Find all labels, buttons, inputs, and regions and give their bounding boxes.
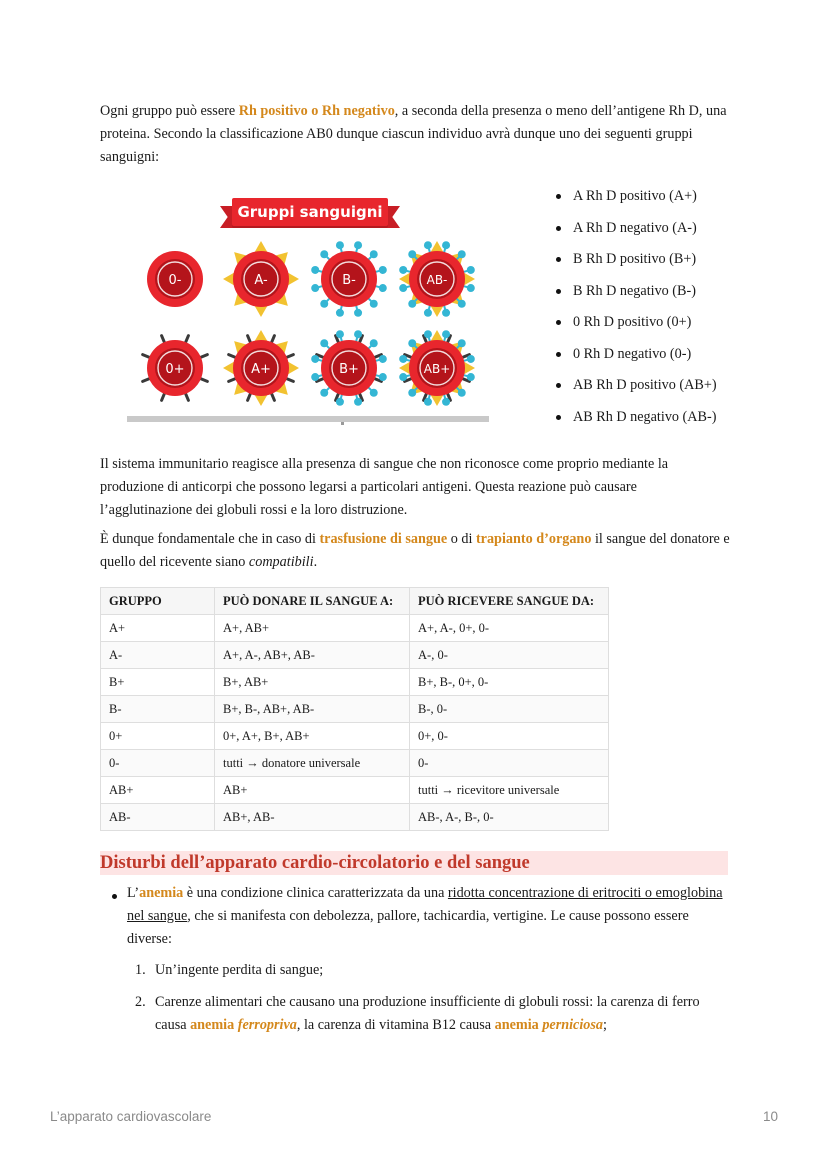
anemia-word: anemia [494, 1017, 539, 1033]
list-item: B Rh D negativo (B-) [553, 280, 717, 312]
transfusion-paragraph [100, 528, 730, 574]
antigen-b [370, 250, 378, 258]
antigen-b [424, 309, 432, 317]
table-cell: 0- [410, 750, 609, 777]
antigen-b [320, 250, 328, 258]
blood-cell-0neg [147, 251, 203, 307]
table-cell: AB-, A-, B-, 0- [410, 804, 609, 831]
blood-cell-bpos [311, 330, 387, 406]
anemia-word: anemia [190, 1017, 235, 1033]
cell-label: AB+ [423, 362, 451, 376]
transfusion-text-2: o di [447, 531, 476, 547]
antigen-b [336, 309, 344, 317]
anemia-text-3: , che si manifesta con debolezza, pallore, tachicardia, vertigine. Le cause possono essere diverse: [127, 908, 689, 947]
antigen-b [442, 398, 450, 406]
antigen-b [354, 330, 362, 338]
blood-cell-bneg [311, 241, 387, 317]
antigen-b [336, 330, 344, 338]
cell-label: A- [254, 273, 268, 288]
anemia-paragraph [127, 882, 727, 951]
transfusion-text-4: . [313, 554, 318, 570]
list-item: 0 Rh D positivo (0+) [553, 311, 717, 343]
cause-text-1: Carenze alimentari che causano una produzione insufficiente di globuli rossi: la carenza di ferro causa [155, 994, 700, 1033]
antigen-b [408, 250, 416, 258]
antigen-b [336, 398, 344, 406]
antigen-b [311, 373, 319, 381]
table-cell: A+, A-, 0+, 0- [410, 615, 609, 642]
table-row [101, 642, 609, 669]
table-row [101, 750, 609, 777]
table-cell: A+, AB+ [215, 615, 410, 642]
table-cell: AB- [101, 804, 215, 831]
cell-label: A+ [251, 362, 271, 377]
section-heading: Disturbi dell’apparato cardio-circolatorio e del sangue [100, 851, 728, 875]
antigen-b [408, 300, 416, 308]
rh-highlight: Rh positivo o Rh negativo [238, 103, 395, 119]
transfusion-text-3: il sangue del donatore e quello del ricevente siano [100, 531, 730, 570]
anemia-definition: ridotta concentrazione di eritrociti o emoglobina nel sangue [127, 885, 723, 924]
table-cell: AB+ [215, 777, 410, 804]
table-row [101, 696, 609, 723]
transfusion-highlight: trasfusione di sangue [319, 531, 448, 547]
cell-label: B- [342, 273, 356, 288]
antigen-b [311, 266, 319, 274]
antigen-b [467, 284, 475, 292]
table-cell: tutti → donatore universale [215, 750, 410, 777]
antigen-b [408, 389, 416, 397]
anemia-ferropriva [190, 1017, 297, 1033]
blood-cell-apos [223, 330, 299, 406]
antigen-b [458, 300, 466, 308]
antigen-b [424, 241, 432, 249]
banner-title: Gruppi sanguigni [237, 203, 383, 221]
blood-cell-abneg [399, 241, 475, 317]
table-cell: 0+, A+, B+, AB+ [215, 723, 410, 750]
table-cell: tutti → ricevitore universale [410, 777, 609, 804]
table-cell: B+, B-, 0+, 0- [410, 669, 609, 696]
antigen-b [399, 266, 407, 274]
cause-item [155, 991, 725, 1037]
table-row [101, 804, 609, 831]
list-item: A Rh D negativo (A-) [553, 217, 717, 249]
blood-cell-aneg [223, 241, 299, 317]
figure-floor-line [127, 416, 489, 422]
table-cell: A- [101, 642, 215, 669]
list-number: 2. [135, 994, 146, 1010]
cell-label: 0- [168, 273, 182, 288]
transplant-highlight: trapianto d’organo [475, 531, 592, 547]
antigen-b [458, 339, 466, 347]
anemia-perniciosa [495, 1017, 603, 1033]
column-header: PUÒ DONARE IL SANGUE A: [215, 588, 410, 615]
antigen-b [399, 355, 407, 363]
blood-cell-0pos [143, 336, 208, 401]
cause-item: Un’ingente perdita di sangue; [155, 962, 324, 978]
antigen-b [458, 250, 466, 258]
table-cell: A+ [101, 615, 215, 642]
blood-groups-figure [125, 190, 495, 430]
table-cell: AB+, AB- [215, 804, 410, 831]
list-item: B Rh D positivo (B+) [553, 248, 717, 280]
page-number: 10 [762, 1109, 778, 1124]
antigen-b [320, 339, 328, 347]
antigen-b [467, 355, 475, 363]
table-cell: B+, AB+ [215, 669, 410, 696]
antigen-b [379, 284, 387, 292]
list-item: A Rh D positivo (A+) [553, 185, 717, 217]
column-header: PUÒ RICEVERE SANGUE DA: [410, 588, 609, 615]
compatibility-table [100, 587, 609, 831]
antigen-b [320, 389, 328, 397]
table-row [101, 723, 609, 750]
table-cell: A-, 0- [410, 642, 609, 669]
cause-text-2: , la carenza di vitamina B12 causa [296, 1017, 495, 1033]
antigen-b [311, 284, 319, 292]
antigen-b [354, 309, 362, 317]
antigen-b [424, 398, 432, 406]
blood-groups-list [553, 185, 717, 437]
antigen-b [408, 339, 416, 347]
antigen-b [399, 284, 407, 292]
list-item: AB Rh D negativo (AB-) [553, 406, 717, 438]
antigen-b [379, 266, 387, 274]
anemia-highlight: anemia [139, 885, 184, 901]
list-number: 1. [135, 962, 146, 978]
antigen-b [354, 398, 362, 406]
intro-text-1: Ogni gruppo può essere [100, 103, 239, 119]
table-cell: B- [101, 696, 215, 723]
table-cell: B-, 0- [410, 696, 609, 723]
blood-cell-abpos [399, 330, 475, 406]
antigen-b [399, 373, 407, 381]
list-item: AB Rh D positivo (AB+) [553, 374, 717, 406]
antigen-b [370, 389, 378, 397]
compatible-word: compatibili [248, 554, 314, 570]
column-header: GRUPPO [101, 588, 215, 615]
antigen-b [379, 355, 387, 363]
table-row [101, 777, 609, 804]
table-cell: B+, B-, AB+, AB- [215, 696, 410, 723]
cell-label: 0+ [165, 362, 185, 377]
table-cell: 0- [101, 750, 215, 777]
antigen-b [354, 241, 362, 249]
footer-title: L’apparato cardiovascolare [50, 1109, 212, 1124]
table-cell: B+ [101, 669, 215, 696]
table-row [101, 669, 609, 696]
table-cell: AB+ [101, 777, 215, 804]
table-header-row [101, 588, 609, 615]
antigen-b [379, 373, 387, 381]
table-cell: 0+, 0- [410, 723, 609, 750]
antigen-b [336, 241, 344, 249]
table-row [101, 615, 609, 642]
antigen-b [442, 309, 450, 317]
intro-text-2: , a seconda della presenza o meno dell’antigene Rh D, una proteina. Secondo la classificazione AB0 dunque ciascun individuo avrà dunque uno dei seguenti gruppi sanguigni: [100, 103, 727, 165]
anemia-text-1: L’ [127, 885, 140, 901]
antigen-b [467, 266, 475, 274]
antigen-b [320, 300, 328, 308]
figure-floor-mark [341, 422, 344, 425]
list-item: 0 Rh D negativo (0-) [553, 343, 717, 375]
antigen-b [370, 339, 378, 347]
antigen-b [442, 330, 450, 338]
antigen-b [311, 355, 319, 363]
cell-label: AB- [426, 273, 448, 287]
perniciosa-word: perniciosa [542, 1017, 604, 1033]
anemia-text-2: è una condizione clinica caratterizzata da una [183, 885, 448, 901]
table-cell: 0+ [101, 723, 215, 750]
table-cell: A+, A-, AB+, AB- [215, 642, 410, 669]
intro-paragraph [100, 100, 730, 169]
figure-banner [220, 198, 400, 232]
antigen-b [467, 373, 475, 381]
transfusion-text-1: È dunque fondamentale che in caso di [100, 531, 320, 547]
cause-text-3: ; [603, 1017, 607, 1033]
antigen-b [370, 300, 378, 308]
antigen-b [424, 330, 432, 338]
antigen-b [442, 241, 450, 249]
ferropriva-word: ferropriva [237, 1017, 297, 1033]
antigen-b [458, 389, 466, 397]
cell-label: B+ [339, 362, 359, 377]
immune-paragraph: Il sistema immunitario reagisce alla presenza di sangue che non riconosce come proprio mediante la produzione di anticorpi che possono legarsi a particolari antigeni. Questa reazione può causare l’agglutinazione dei globuli rossi e la loro distruzione. [100, 456, 669, 518]
